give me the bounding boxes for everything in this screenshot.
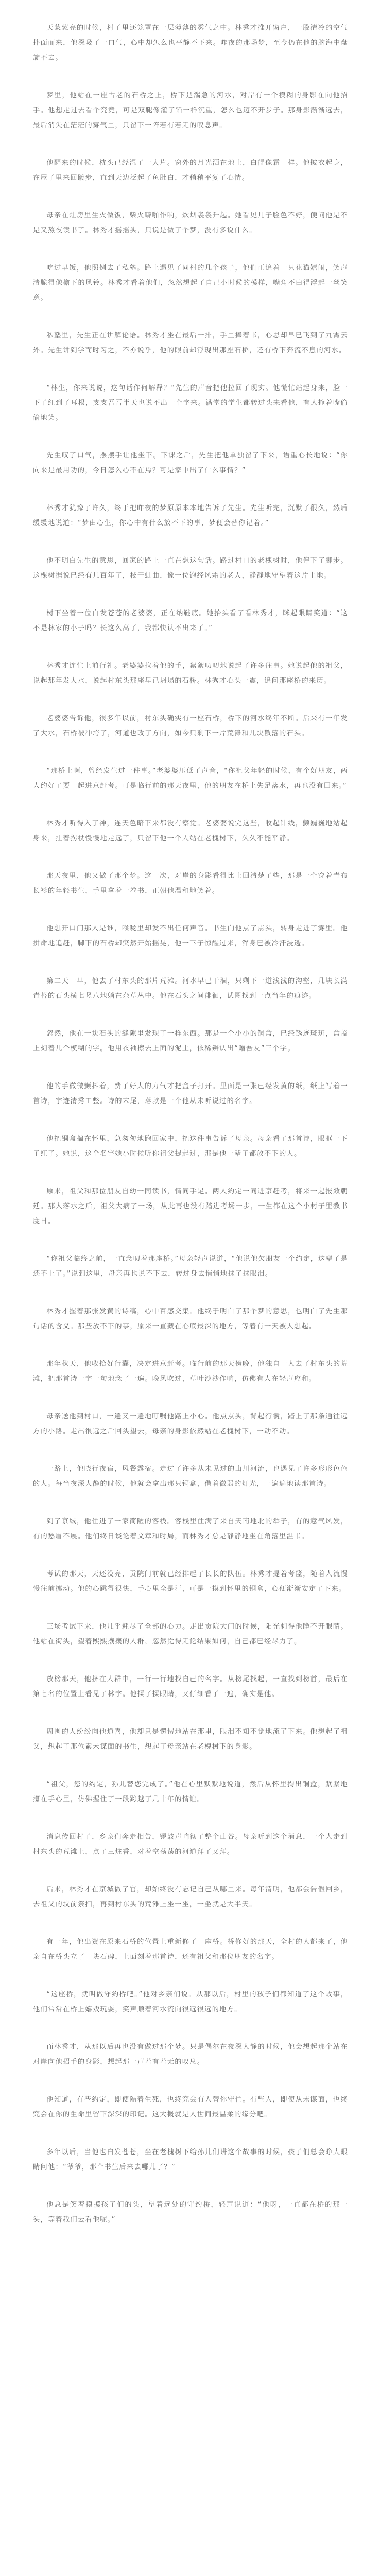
article-paragraph: 先生叹了口气，摆摆手让他坐下。下课之后，先生把他单独留了下来，语重心长地说：“你向来是最用功的，今日怎么心不在焉？可是家中出了什么事情？” — [33, 452, 348, 474]
article-paragraph: 那年秋天，他收拾好行囊，决定进京赶考。临行前的那天傍晚，他独自一人去了村东头的荒滩，把那首诗一字一句地念了一遍。晚风吹过，草叶沙沙作响，仿佛有人在轻声应和。 — [33, 1360, 348, 1383]
article-paragraph: 他醒来的时候，枕头已经湿了一大片。窗外的月光洒在地上，白得像霜一样。他披衣起身，在屋子里来回踱步，直到天边泛起了鱼肚白，才稍稍平复了心情。 — [33, 159, 348, 182]
article-paragraph: “那桥上啊，曾经发生过一件事。”老婆婆压低了声音，“你祖父年轻的时候，有个好朋友，两人约好了要一起进京赶考。可是临行前的那天夜里，他的朋友在桥上失足落水，再也没有回来。” — [33, 767, 348, 790]
article-body — [33, 21, 348, 2227]
article-paragraph: 有一年，他出资在原来石桥的位置上重新修了一座桥。桥修好的那天，全村的人都来了，他亲自在桥头立了一块石碑，上面刻着那首诗，还有祖父和那位朋友的名字。 — [33, 1938, 348, 1961]
article-paragraph: 第二天一早，他去了村东头的那片荒滩。河水早已干涸，只剩下一道浅浅的沟壑，几块长满青苔的石头横七竖八地躺在杂草丛中。他在石头之间徘徊，试图找到一点当年的痕迹。 — [33, 977, 348, 1000]
article-paragraph: 母亲送他到村口，一遍又一遍地叮嘱他路上小心。他点点头，背起行囊，踏上了那条通往远方的小路。走出很远之后回头望去，母亲的身影依然站在老槐树下，一动不动。 — [33, 1413, 348, 1435]
article-paragraph: 林秀才犹豫了许久，终于把昨夜的梦原原本本地告诉了先生。先生听完，沉默了很久，然后缓缓地说道：“梦由心生，你心中有什么放不下的事，梦便会替你记着。” — [33, 504, 348, 527]
article-paragraph: 到了京城，他住进了一家简陋的客栈。客栈里住满了来自天南地北的举子，有的意气风发，有的愁眉不展。他们终日谈论着文章和时局，而林秀才总是静静地坐在角落里温书。 — [33, 1518, 348, 1540]
article-paragraph: 消息传回村子，乡亲们奔走相告，锣鼓声响彻了整个山谷。母亲听到这个消息，一个人走到村东头的荒滩上，点了三炷香，对着空荡荡的河道拜了又拜。 — [33, 1833, 348, 1856]
article-paragraph: 林秀才听得入了神，连天色暗下来都没有察觉。老婆婆说完这些，收起针线，颤巍巍地站起身来，拄着拐杖慢慢地走远了，只留下他一个人站在老槐树下，久久不能平静。 — [33, 820, 348, 842]
article-paragraph: 梦里，他站在一座古老的石桥之上，桥下是湍急的河水，对岸有一个模糊的身影在向他招手。他想走过去看个究竟，可是双腿像灌了铅一样沉重，怎么也迈不开步子。那身影渐渐远去，最后消失在茫茫的雾气里，只留下一阵若有若无的叹息声。 — [33, 92, 348, 129]
article-paragraph: 一路上，他晓行夜宿，风餐露宿。走过了许多从未见过的山川河流，也遇见了许多形形色色的人。每当夜深人静的时候，他就会拿出那只铜盒，借着微弱的灯光，一遍遍地读那首诗。 — [33, 1465, 348, 1488]
article-paragraph: 而林秀才，从那以后再也没有做过那个梦。只是偶尔在夜深人静的时候，他会想起那个站在对岸向他招手的身影，想起那一声若有若无的叹息。 — [33, 2043, 348, 2066]
article-paragraph: 原来，祖父和那位朋友自幼一同读书，情同手足。两人约定一同进京赶考，将来一起报效朝廷。那人落水之后，祖父大病了一场，从此再也没有踏进考场一步，一生都在这个小村子里教书度日。 — [33, 1188, 348, 1225]
article-paragraph: 林秀才连忙上前行礼。老婆婆拉着他的手，絮絮叨叨地说起了许多往事。她说起他的祖父，说起那年发大水，说起村东头那座早已坍塌的石桥。林秀才心头一震，追问那座桥的来历。 — [33, 662, 348, 685]
article-paragraph: “这座桥，就叫做守约桥吧。”他对乡亲们说。从那以后，村里的孩子们都知道了这个故事，他们常常在桥上嬉戏玩耍，笑声顺着河水流向很远很远的地方。 — [33, 1991, 348, 2013]
article-paragraph: 三场考试下来，他几乎耗尽了全部的心力。走出贡院大门的时候，阳光刺得他睁不开眼睛。他站在街头，望着熙熙攘攘的人群，忽然觉得无论结果如何，自己都已经尽力了。 — [33, 1623, 348, 1646]
article-paragraph: 他的手微微颤抖着，费了好大的力气才把盒子打开。里面是一张已经发黄的纸，纸上写着一首诗，字迹清秀工整。诗的末尾，落款是一个他从未听说过的名字。 — [33, 1082, 348, 1105]
article-paragraph: 老婆婆告诉他，很多年以前，村东头确实有一座石桥，桥下的河水终年不断。后来有一年发了大水，石桥被冲垮了，河道也改了方向，如今只剩下一片荒滩和几块散落的石头。 — [33, 715, 348, 737]
article-paragraph: 他不明白先生的意思，回家的路上一直在想这句话。路过村口的老槐树时，他停下了脚步。这棵树据说已经有几百年了，枝干虬曲，像一位饱经风霜的老人，静静地守望着这片土地。 — [33, 557, 348, 580]
article-paragraph: “林生，你来说说，这句话作何解释？”先生的声音把他拉回了现实。他慌忙站起身来，脸一下子红到了耳根，支支吾吾半天也说不出一个字来。满堂的学生都转过头来看他，有人掩着嘴偷偷地笑。 — [33, 384, 348, 422]
article-paragraph: 他知道，有些约定，即使隔着生死，也终究会有人替你守住。有些人，即使从未谋面，也终究会在你的生命里留下深深的印记。这大概就是人世间最温柔的缘分吧。 — [33, 2096, 348, 2119]
article-paragraph: 天蒙蒙亮的时候，村子里还笼罩在一层薄薄的雾气之中。林秀才推开窗户，一股清冷的空气扑面而来，他深吸了一口气，心中却怎么也平静不下来。昨夜的那场梦，至今仍在他的脑海中盘旋不去。 — [33, 24, 348, 62]
article-paragraph: 忽然，他在一块石头的缝隙里发现了一样东西。那是一个小小的铜盒，已经锈迹斑斑，盒盖上刻着几个模糊的字。他用衣袖擦去上面的泥土，依稀辨认出“赠吾友”三个字。 — [33, 1030, 348, 1053]
article-paragraph: 吃过早饭，他照例去了私塾。路上遇见了同村的几个孩子，他们正追着一只花猫嬉闹，笑声清脆得像檐下的风铃。林秀才看着他们，忽然想起了自己小时候的模样，嘴角不由得浮起一丝笑意。 — [33, 264, 348, 302]
article-paragraph: 周围的人纷纷向他道喜，他却只是愣愣地站在那里，眼泪不知不觉地流了下来。他想起了祖父，想起了那位素未谋面的书生，想起了母亲站在老槐树下的身影。 — [33, 1728, 348, 1751]
article-paragraph: 多年以后，当他也白发苍苍，坐在老槐树下给孙儿们讲这个故事的时候，孩子们总会睁大眼睛问他：“爷爷，那个书生后来去哪儿了？” — [33, 2148, 348, 2171]
article-paragraph: “你祖父临终之前，一直念叨着那座桥。”母亲轻声说道，“他说他欠朋友一个约定，这辈子是还不上了。”说到这里，母亲再也说不下去，转过身去悄悄地抹了抹眼泪。 — [33, 1255, 348, 1278]
article-paragraph: 那天夜里，他又做了那个梦。这一次，对岸的身影看得比上回清楚了些，那是一个穿着青布长衫的年轻书生，手里拿着一卷书，正朝他温和地笑着。 — [33, 872, 348, 895]
article-paragraph: 后来，林秀才在京城做了官，却始终没有忘记自己从哪里来。每年清明，他都会告假回乡，去祖父的坟前祭扫，再到村东头的荒滩上坐一坐，一坐就是大半天。 — [33, 1886, 348, 1908]
article-paragraph: 他总是笑着摸摸孩子们的头，望着远处的守约桥，轻声说道：“他呀，一直都在桥的那一头，等着我们去看他呢。” — [33, 2201, 348, 2224]
article-paragraph: 私塾里，先生正在讲解论语。林秀才坐在最后一排，手里捧着书，心思却早已飞到了九霄云外。先生讲到学而时习之，不亦说乎，他的眼前却浮现出那座石桥，还有桥下奔流不息的河水。 — [33, 332, 348, 354]
article-paragraph: 他想开口问那人是谁，喉咙里却发不出任何声音。书生向他点了点头，转身走进了雾里。他拼命地追赶，脚下的石桥却突然开始摇晃，他一下子惊醒过来，浑身已被冷汗浸透。 — [33, 925, 348, 947]
article-paragraph: 树下坐着一位白发苍苍的老婆婆，正在纳鞋底。她抬头看了看林秀才，眯起眼睛笑道：“这不是林家的小子吗？长这么高了，我都快认不出来了。” — [33, 609, 348, 632]
article-paragraph: “祖父，您的约定，孙儿替您完成了。”他在心里默默地说道，然后从怀里掏出铜盒，紧紧地攥在手心里，仿佛握住了一段跨越了几十年的情谊。 — [33, 1781, 348, 1803]
article-paragraph: 林秀才握着那张发黄的诗稿，心中百感交集。他终于明白了那个梦的意思，也明白了先生那句话的含义。那些放不下的事，原来一直藏在心底最深的地方，等着有一天被人想起。 — [33, 1308, 348, 1330]
article-paragraph: 放榜那天，他挤在人群中，一行一行地找自己的名字。从榜尾找起，一直找到榜首，最后在第七名的位置上看见了林字。他揉了揉眼睛，又仔细看了一遍，确实是他。 — [33, 1675, 348, 1698]
article-paragraph: 考试的那天，天还没亮，贡院门前就已经排起了长长的队伍。林秀才提着考篮，随着人流慢慢往前挪动。他的心跳得很快，手心里全是汗，可是一摸到怀里的铜盒，心便渐渐安定了下来。 — [33, 1570, 348, 1593]
article-paragraph: 母亲在灶房里生火做饭，柴火噼啪作响，炊烟袅袅升起。她看见儿子脸色不好，便问他是不是又熬夜读书了。林秀才摇摇头，只说是做了个梦，没有多说什么。 — [33, 212, 348, 234]
article-paragraph: 他把铜盒揣在怀里，急匆匆地跑回家中，把这件事告诉了母亲。母亲看了那首诗，眼眶一下子红了。她说，这个名字她小时候听你祖父提起过，那是他一辈子都放不下的人。 — [33, 1135, 348, 1158]
